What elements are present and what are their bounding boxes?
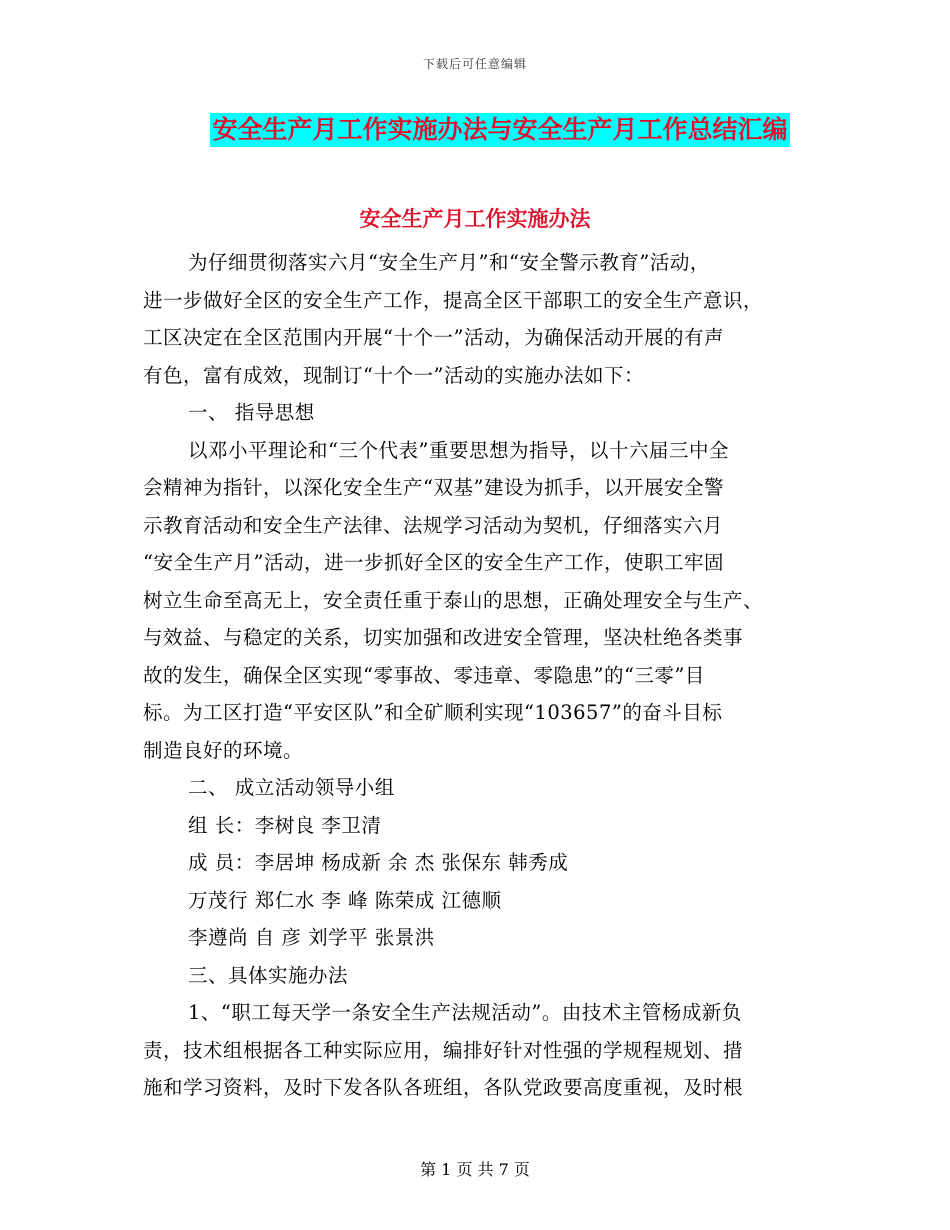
text-line: 李遵尚 自 彦 刘学平 张景洪 — [188, 926, 435, 949]
text-line: 制造良好的环境。 — [143, 738, 304, 762]
text-line: 一、 指导思想 — [188, 401, 315, 424]
text-line: 工区决定在全区范围内开展“十个一”活动，为确保活动开展的有声 — [143, 326, 724, 349]
page-footer: 第 1 页 共 7 页 — [420, 1160, 530, 1179]
text-line: 进一步做好全区的安全生产工作，提高全区干部职工的安全生产意识， — [143, 288, 764, 312]
text-line: “安全生产月”活动，进一步抓好全区的安全生产工作，使职工牢固 — [143, 551, 724, 574]
text-line: 组 长：李树良 李卫清 — [188, 813, 382, 837]
text-line: 标。为工区打造“平安区队”和全矿顺利实现“103657”的奋斗目标 — [143, 701, 723, 724]
section-title: 安全生产月工作实施办法 — [359, 207, 591, 231]
text-line: 三、具体实施办法 — [188, 963, 349, 987]
text-line: 万茂行 郑仁水 李 峰 陈荣成 江德顺 — [188, 888, 502, 912]
text-line: 故的发生，确保全区实现“零事故、零违章、零隐患”的“三零”目 — [143, 663, 705, 687]
text-line: 会精神为指针，以深化安全生产“双基”建设为抓手，以开展安全警 — [143, 476, 724, 499]
main-title: 安全生产月工作实施办法与安全生产月工作总结汇编 — [210, 113, 789, 147]
text-line: 以邓小平理论和“三个代表”重要思想为指导，以十六届三中全 — [188, 438, 729, 462]
body-text — [143, 244, 815, 1107]
text-line: 与效益、与稳定的关系，切实加强和改进安全管理，坚决杜绝各类事 — [143, 626, 744, 649]
text-line: 责，技术组根据各工种实际应用，编排好针对性强的学规程规划、措 — [143, 1038, 744, 1062]
text-line: 有色，富有成效，现制订“十个一”活动的实施办法如下： — [143, 363, 644, 387]
text-line: 成 员：李居坤 杨成新 余 杰 张保东 韩秀成 — [188, 851, 569, 874]
text-line: 1、“职工每天学一条安全生产法规活动”。由技术主管杨成新负 — [188, 1001, 742, 1024]
header-note: 下载后可任意编辑 — [422, 57, 527, 71]
main-title-container — [0, 113, 950, 147]
text-line: 树立生命至高无上，安全责任重于泰山的思想，正确处理安全与生产、 — [143, 588, 764, 612]
text-line: 施和学习资料，及时下发各队各班组，各队党政要高度重视，及时根 — [143, 1076, 744, 1099]
text-line: 二、 成立活动领导小组 — [188, 776, 395, 799]
text-line: 为仔细贯彻落实六月“安全生产月”和“安全警示教育”活动， — [188, 251, 710, 274]
text-line: 示教育活动和安全生产法律、法规学习活动为契机，仔细落实六月 — [143, 513, 724, 537]
